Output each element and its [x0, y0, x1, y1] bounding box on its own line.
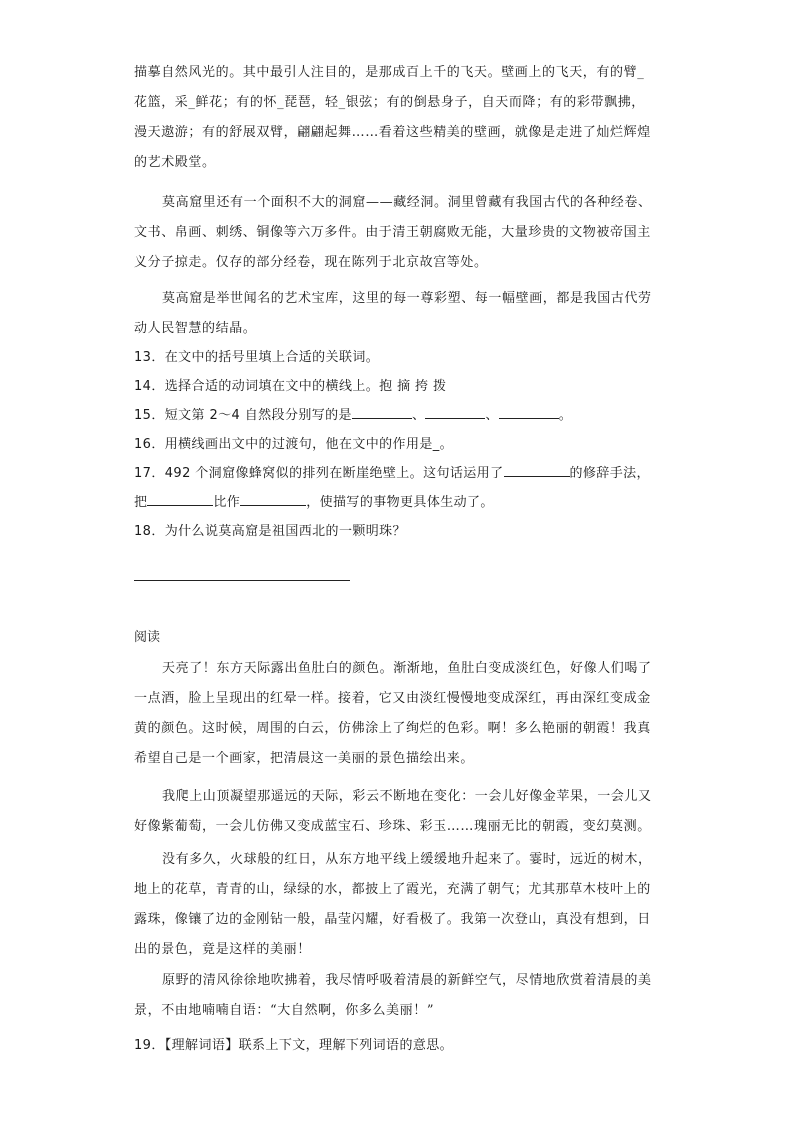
text-line: 希望自己是一个画家，把清晨这一美丽的景色描绘出来。	[134, 751, 475, 766]
text-line: 天亮了！东方天际露出鱼肚白的颜色。渐渐地，鱼肚白变成淡红色，好像人们喝了	[162, 661, 652, 676]
text-line: 漫天遨游；有的舒展双臂，翩翩起舞……看着这些精美的壁画，就像是走进了灿烂辉煌	[134, 125, 651, 140]
answer-blank[interactable]	[425, 404, 485, 419]
question-16: 16．用横线画出文中的过渡句，他在文中的作用是_。	[134, 437, 454, 452]
text-line: 没有多久，火球般的红日，从东方地平线上缓缓地升起来了。霎时，远近的树木，	[162, 852, 652, 867]
question-17-text: 比作	[213, 495, 241, 510]
separator: 、	[485, 408, 499, 423]
question-17-continued	[134, 488, 674, 517]
text-line: 一点酒，脸上呈现出的红晕一样。接着，它又由淡红慢慢地变成深红，再由深红变成金	[134, 691, 651, 706]
text-line: 我爬上山顶凝望那遥远的天际，彩云不断地在变化：一会儿好像金苹果，一会儿又	[162, 789, 652, 804]
text-line: 的艺术殿堂。	[134, 155, 216, 170]
question-13: 13．在文中的括号里填上合适的关联词。	[134, 350, 380, 365]
question-17-text: ，使描写的事物更具体生动了。	[306, 495, 494, 510]
answer-blank[interactable]	[504, 462, 570, 477]
question-17-text: 把	[134, 495, 148, 510]
questions-13-18	[134, 343, 674, 546]
question-19: 19．【理解词语】联系上下文，理解下列词语的意思。	[134, 1038, 454, 1053]
section-heading: 阅读	[134, 630, 161, 645]
text-line: 描摹自然风光的。其中最引人注目的，是那成百上千的飞天。壁画上的飞天，有的臂_	[134, 65, 645, 80]
text-line: 好像紫葡萄，一会儿仿佛又变成蓝宝石、珍珠、彩玉……瑰丽无比的朝霞，变幻莫测。	[134, 819, 651, 834]
text-line: 动人民智慧的结晶。	[134, 321, 257, 336]
question-15-text: 15．短文第 2～4 自然段分别写的是	[134, 408, 352, 423]
passage2-paragraph-4	[134, 966, 660, 1026]
question-17	[134, 459, 674, 488]
text-line: 景，不由地喃喃自语：“大自然啊，你多么美丽！”	[134, 1003, 435, 1018]
text-line: 地上的花草，青青的山，绿绿的水，都披上了霞光，充满了朝气；尤其那草木枝叶上的	[134, 882, 651, 897]
answer-blank[interactable]	[147, 491, 213, 506]
question-18: 18．为什么说莫高窟是祖国西北的一颗明珠？	[134, 524, 406, 539]
separator: 、	[411, 408, 426, 423]
text-line: 文书、帛画、刺绣、铜像等六万多件。由于清王朝腐败无能，大量珍贵的文物被帝国主	[134, 225, 651, 240]
passage1-paragraph-2	[134, 188, 660, 278]
text-line: 花篮，采_鲜花；有的怀_琵琶，轻_银弦；有的倒悬身子，自天而降；有的彩带飘拂，	[134, 95, 645, 110]
end-mark: 。	[558, 408, 573, 423]
question-17-text: 17．492 个洞窟像蜂窝似的排列在断崖绝壁上。这句话运用了	[134, 466, 504, 481]
answer-blank[interactable]	[499, 404, 559, 419]
passage2-paragraph-1	[134, 654, 660, 774]
answer-blank[interactable]	[352, 404, 412, 419]
text-line: 莫高窟里还有一个面积不大的洞窟——藏经洞。洞里曾藏有我国古代的各种经卷、	[162, 195, 652, 210]
answer-line-18[interactable]	[134, 580, 350, 581]
question-14: 14．选择合适的动词填在文中的横线上。抱 摘 挎 拨	[134, 379, 447, 394]
text-line: 莫高窟是举世闻名的艺术宝库，这里的每一尊彩塑、每一幅壁画，都是我国古代劳	[162, 291, 652, 306]
text-line: 义分子掠走。仅存的部分经卷，现在陈列于北京故宫等处。	[134, 255, 488, 270]
passage2-paragraph-3	[134, 845, 660, 965]
passage2-paragraph-2	[134, 782, 660, 842]
passage1-paragraph-3	[134, 284, 660, 344]
question-17-text: 的修辞手法，	[569, 466, 650, 481]
question-15	[134, 401, 674, 430]
passage1-paragraph-1	[134, 58, 660, 178]
text-line: 原野的清风徐徐地吹拂着，我尽情呼吸着清晨的新鲜空气，尽情地欣赏着清晨的美	[162, 973, 652, 988]
answer-blank[interactable]	[240, 491, 306, 506]
text-line: 露珠，像镶了边的金刚钻一般，晶莹闪耀，好看极了。我第一次登山，真没有想到，日	[134, 912, 651, 927]
text-line: 黄的颜色。这时候，周围的白云，仿佛涂上了绚烂的色彩。啊！多么艳丽的朝霞！我真	[134, 721, 651, 736]
questions-19	[134, 1031, 674, 1060]
text-line: 出的景色，竟是这样的美丽！	[134, 942, 311, 957]
